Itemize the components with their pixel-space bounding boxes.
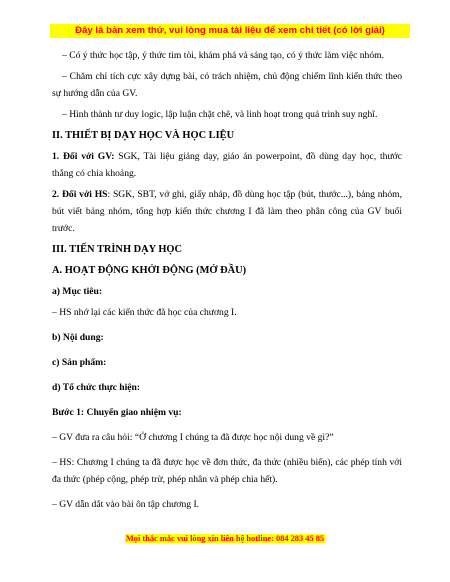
section-2-heading: II. THIẾT BỊ DẠY HỌC VÀ HỌC LIỆU xyxy=(52,130,235,141)
objective-line-3: – Hình thành tư duy logic, lập luận chặt chẽ, và linh hoạt trong quá trình suy nghĩ. xyxy=(62,109,378,120)
document-body xyxy=(52,47,402,517)
hotline-text: Mọi thắc mắc vui lòng xin liên hệ hotline: 084 283 45 85 xyxy=(125,534,325,543)
objective-line-2: – Chăm chỉ tích cực xây dựng bài, có trách nhiệm, chủ động chiếm lĩnh kiến thức theo sự hướng dẫn của GV. xyxy=(52,71,402,99)
goal-label: a) Mục tiêu: xyxy=(52,286,103,297)
teacher-label: 1. Đối với GV: xyxy=(52,151,115,162)
student-label: 2. Đối với HS xyxy=(52,189,108,200)
product-label: c) Sản phẩm: xyxy=(52,357,107,368)
hotline-footer xyxy=(0,534,450,543)
goal-text: – HS nhớ lại các kiến thức đã học của chương I. xyxy=(52,307,237,318)
organization-label: d) Tổ chức thực hiện: xyxy=(52,382,141,393)
step-1-label: Bước 1: Chuyển giao nhiệm vụ: xyxy=(52,407,182,418)
preview-banner: Đây là bản xem thử, vui lòng mua tài liệu để xem chi tiết (có lời giải) xyxy=(50,24,410,38)
teacher-text: SGK, Tài liệu giảng dạy, giáo án powerpoint, đồ dùng dạy học, thước thẳng có chia khoảng. xyxy=(52,151,402,179)
activity-a-heading: A. HOẠT ĐỘNG KHỞI ĐỘNG (MỞ ĐẦU) xyxy=(52,265,247,276)
student-text: : SGK, SBT, vở ghi, giấy nháp, đồ dùng học tập (bút, thước...), bảng nhóm, bút viết bảng nhóm, tổng hợp kiến thức chương I đã làm theo phân công của GV buổi trước. xyxy=(52,189,402,234)
objective-line-1: – Có ý thức học tập, ý thức tìm tòi, khám phá và sáng tạo, có ý thức làm việc nhóm. xyxy=(62,50,384,61)
content-label: b) Nội dung: xyxy=(52,332,104,343)
step-1-transition: – GV dẫn dắt vào bài ôn tập chương I. xyxy=(52,499,200,510)
student-materials xyxy=(52,186,402,237)
section-3-heading: III. TIẾN TRÌNH DẠY HỌC xyxy=(52,244,183,255)
step-1-answer: – HS: Chương I chúng ta đã được học về đơn thức, đa thức (nhiều biến), các phép tính với đa thức (phép cộng, phép trừ, phép nhân và phép chia hết). xyxy=(52,457,402,485)
step-1-question: – GV đưa ra câu hỏi: “Ở chương I chúng ta đã được học nội dung về gì?” xyxy=(52,432,334,443)
teacher-materials xyxy=(52,148,402,182)
